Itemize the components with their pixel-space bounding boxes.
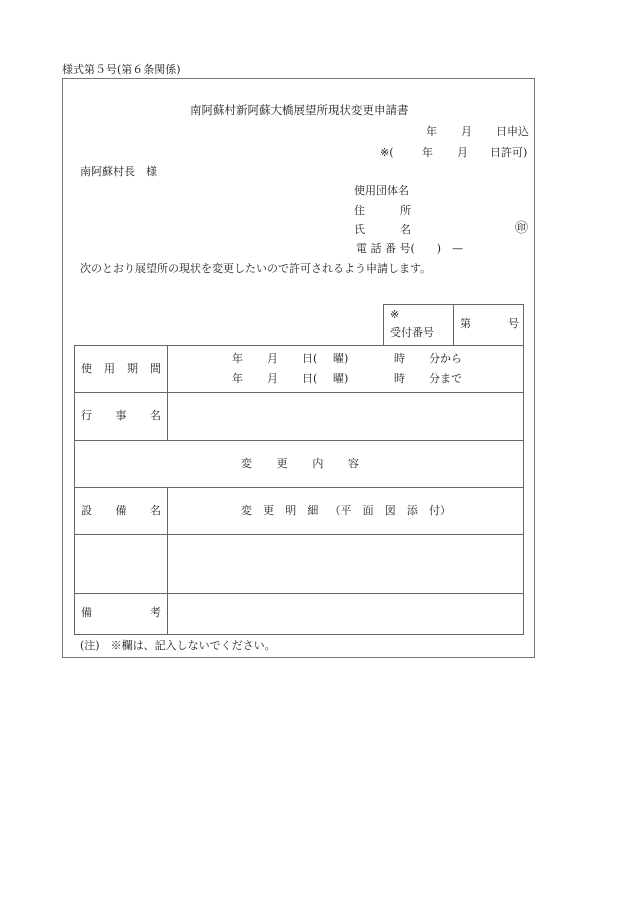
seal-icon: ㊞ [515,221,529,236]
application-date-day: 日申込 [496,125,529,138]
receipt-left-border [383,304,384,346]
remarks-input[interactable] [168,594,523,634]
application-date-month: 月 [461,125,472,138]
equipment-name-label: 設 備 名 [81,504,161,517]
phone-label: 電 話 番 号( ) — [356,242,464,255]
receipt-mark: ※ [390,308,400,321]
permit-date-month: 月 [457,146,468,159]
change-details-header: 変 更 明 細 （平 面 図 添 付） [241,504,451,517]
receipt-divider [453,304,454,346]
footnote: (注) ※欄は、記入しないでください。 [80,639,276,652]
receipt-number-prefix: 第 [460,317,471,330]
form-label: 様式第５号(第６条関係) [62,63,181,76]
address-label-1: 住 [354,204,365,217]
name-label-1: 氏 [354,223,365,236]
permit-date-year: 年 [422,146,433,159]
equipment-name-input[interactable] [75,535,167,593]
event-name-label: 行 事 名 [81,409,161,422]
permit-date-day: 日許可) [490,146,528,159]
request-text: 次のとおり展望所の現状を変更したいので許可されるよう申請します。 [80,262,432,275]
name-label-2: 名 [400,223,411,236]
table-bottom-border [74,634,524,635]
row-line [74,440,524,441]
table-right-border [523,304,524,635]
event-name-input[interactable] [168,393,523,440]
page-title: 南阿蘇村新阿蘇大橋展望所現状変更申請書 [190,103,409,117]
usage-period-input[interactable] [168,346,523,392]
row-line [74,487,524,488]
receipt-number-suffix: 号 [508,317,519,330]
address-label-2: 所 [400,204,411,217]
group-name-label: 使用団体名 [354,184,409,197]
receipt-label: 受付番号 [390,326,434,339]
usage-period-label: 使 用 期 間 [81,362,161,375]
change-details-input[interactable] [168,535,523,593]
permit-date-prefix: ※( [380,146,394,159]
change-content-header: 変 更 内 容 [241,457,359,470]
application-date-year: 年 [426,125,437,138]
remarks-label: 備 考 [81,606,161,619]
addressee: 南阿蘇村長 様 [80,165,157,178]
